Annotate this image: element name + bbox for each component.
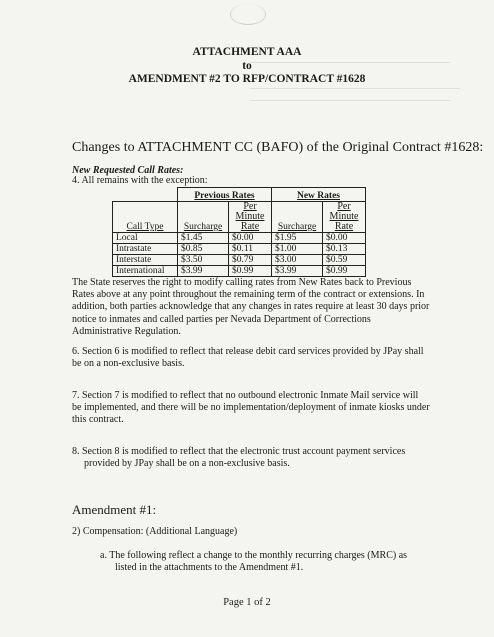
row-prev-surcharge: $3.50 [178, 255, 229, 266]
table-row [113, 255, 366, 266]
page-number: Page 1 of 2 [223, 597, 271, 608]
row-prev-per-minute: $0.99 [229, 266, 272, 277]
state-reserves-paragraph: The State reserves the right to modify calling rates from New Rates back to Previous Rates above at any point throughout the remaining term of the contract or extensions. In addition, both parties acknowledge that any changes in rates require at least 30 days prior notice to inmates and called parties per Nevada Department of Corrections Administrative Regulation. [72, 277, 430, 337]
row-new-surcharge: $1.95 [272, 233, 323, 244]
attachment-to: to [242, 60, 252, 72]
row-prev-surcharge: $3.99 [178, 266, 229, 277]
table-row [113, 233, 366, 244]
row-new-surcharge: $3.99 [272, 266, 323, 277]
new-rates-intro: 4. All remains with the exception: [72, 175, 208, 186]
hole-punch-mark [230, 4, 266, 25]
bleed-through-mark [250, 100, 450, 109]
row-call-type: Interstate [113, 255, 178, 266]
row-prev-per-minute: $0.11 [229, 244, 272, 255]
table-row [113, 244, 366, 255]
new-rates-header: New Rates [272, 188, 366, 202]
row-new-per-minute: $0.00 [323, 233, 366, 244]
section-6-paragraph: 6. Section 6 is modified to reflect that release debit card services provided by JPay shall be on a non-exclusive basis. [72, 346, 424, 370]
amendment-1-heading: Amendment #1: [72, 502, 157, 517]
row-new-per-minute: $0.99 [323, 266, 366, 277]
row-new-per-minute: $0.59 [323, 255, 366, 266]
table-row [113, 266, 366, 277]
row-prev-per-minute: $0.79 [229, 255, 272, 266]
row-call-type: Local [113, 233, 178, 244]
col-call-type: Call Type [113, 202, 178, 233]
row-new-surcharge: $1.00 [272, 244, 323, 255]
row-new-surcharge: $3.00 [272, 255, 323, 266]
col-prev-per-minute: Per Minute Rate [229, 202, 272, 233]
col-new-per-minute: Per Minute Rate [323, 202, 366, 233]
row-prev-surcharge: $1.45 [178, 233, 229, 244]
row-prev-surcharge: $0.85 [178, 244, 229, 255]
item-a-paragraph: a. The following reflect a change to the monthly recurring charges (MRC) as listed in the attachments to the Amendment #1. [100, 550, 408, 574]
section-8-paragraph: 8. Section 8 is modified to reflect that the electronic trust account payment services provided by JPay shall be on a non-exclusive basis. [72, 446, 406, 470]
amendment-title: AMENDMENT #2 TO RFP/CONTRACT #1628 [128, 73, 366, 85]
bleed-through-mark [250, 88, 460, 97]
changes-heading: Changes to ATTACHMENT CC (BAFO) of the Original Contract #1628: [72, 140, 484, 155]
col-prev-surcharge: Surcharge [178, 202, 229, 233]
row-prev-per-minute: $0.00 [229, 233, 272, 244]
attachment-title: ATTACHMENT AAA [192, 46, 302, 58]
col-new-surcharge: Surcharge [272, 202, 323, 233]
table-corner [113, 188, 178, 202]
row-call-type: Intrastate [113, 244, 178, 255]
row-new-per-minute: $0.13 [323, 244, 366, 255]
previous-rates-header: Previous Rates [178, 188, 272, 202]
section-7-paragraph: 7. Section 7 is modified to reflect that no outbound electronic Inmate Mail service will be implemented, and there will be no implementation/deployment of inmate kiosks under this contract. [72, 390, 430, 426]
new-rates-label: New Requested Call Rates: [72, 165, 184, 176]
row-call-type: International [113, 266, 178, 277]
compensation-line: 2) Compensation: (Additional Language) [72, 526, 238, 537]
call-rates-table [112, 187, 366, 277]
